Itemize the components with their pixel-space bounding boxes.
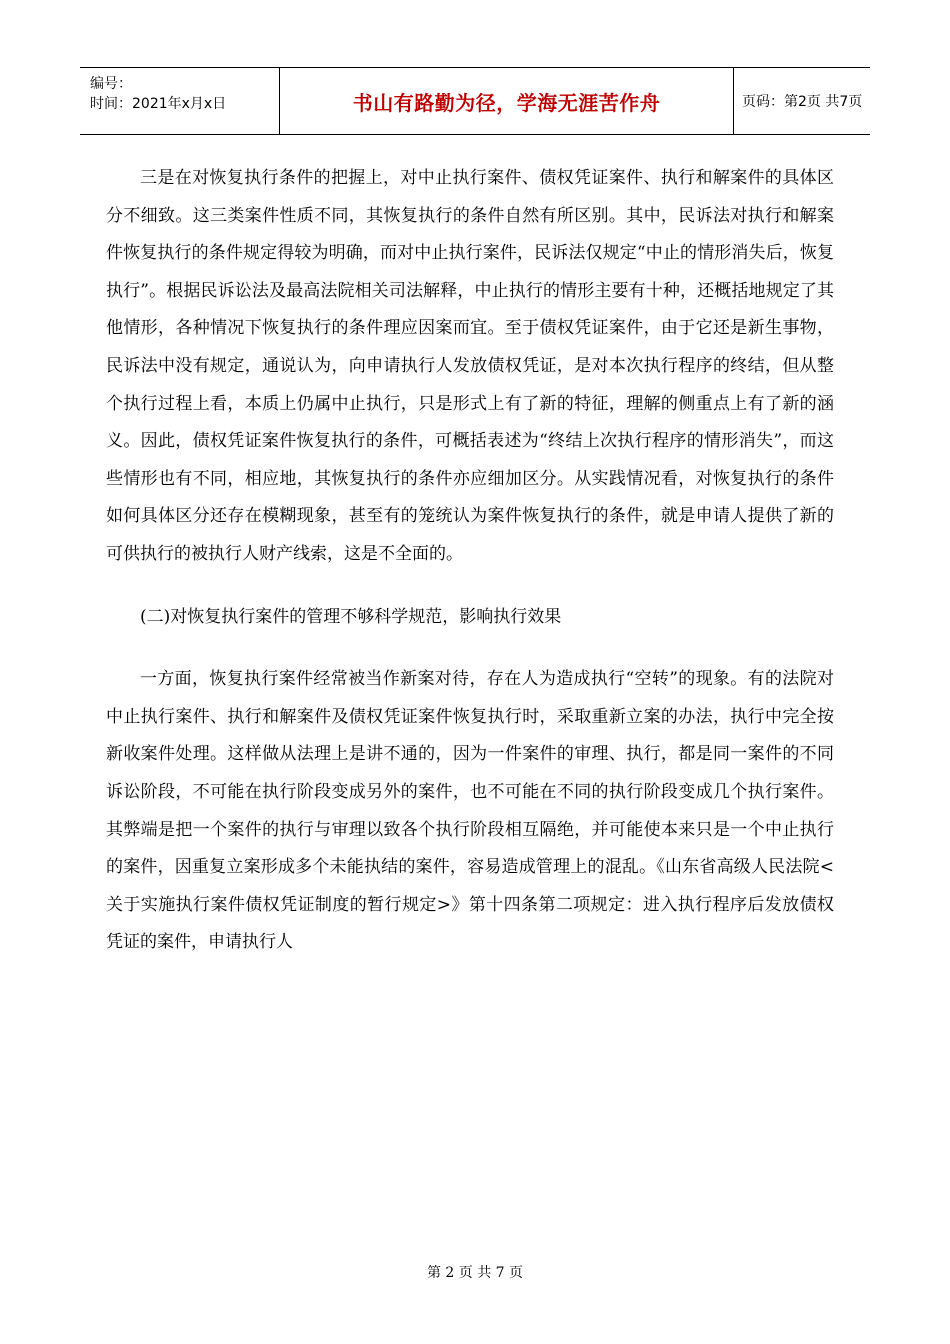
paragraph-recovery-conditions: 三是在对恢复执行条件的把握上，对中止执行案件、债权凭证案件、执行和解案件的具体区分不细致。这三类案件性质不同，其恢复执行的条件自然有所区别。其中，民诉法对执行和解案件恢复执行的条件规定得较为明确，而对中止执行案件，民诉法仅规定“中止的情形消失后，恢复执行”。根据民诉讼法及最高法院相关司法解释，中止执行的情形主要有十种，还概括地规定了其他情形，各种情况下恢复执行的条件理应因案而宜。至于债权凭证案件，由于它还是新生事物，民诉法中没有规定，通说认为，向申请执行人发放债权凭证，是对本次执行程序的终结，但从整个执行过程上看，本质上仍属中止执行，只是形式上有了新的特征，理解的侧重点上有了新的涵义。因此，债权凭证案件恢复执行的条件，可概括表述为“终结上次执行程序的情形消失”，而这些情形也有不同，相应地，其恢复执行的条件亦应细加区分。从实践情况看，对恢复执行的条件如何具体区分还存在模糊现象，甚至有的笼统认为案件恢复执行的条件，就是申请人提供了新的可供执行的被执行人财产线索，这是不全面的。	[106, 168, 834, 564]
header-page-code: 页码：第2页 共7页	[742, 94, 863, 110]
paragraph-new-case-treatment: 一方面，恢复执行案件经常被当作新案对待，存在人为造成执行“空转”的现象。有的法院对中止执行案件、执行和解案件及债权凭证案件恢复执行时，采取重新立案的办法，执行中完全按新收案件处理。这样做从法理上是讲不通的，因为一件案件的审理、执行，都是同一案件的不同诉讼阶段，不可能在执行阶段变成另外的案件，也不可能在不同的执行阶段变成几个执行案件。其弊端是把一个案件的执行与审理以致各个执行阶段相互隔绝，并可能使本来只是一个中止执行的案件，因重复立案形成多个未能执结的案件，容易造成管理上的混乱。《山东省高级人民法院<关于实施执行案件债权凭证制度的暂行规定>》第十四条第二项规定：进入执行程序后发放债权凭证的案件，申请执行人	[106, 669, 834, 953]
page-header	[80, 67, 870, 135]
document-time-label: 时间：2021年x月x日	[90, 96, 227, 112]
header-meta-cell	[80, 68, 280, 134]
header-motto: 书山有路勤为径，学海无涯苦作舟	[352, 90, 661, 115]
document-number-label: 编号：	[90, 76, 132, 92]
header-motto-cell	[280, 68, 734, 134]
page-footer: 第 2 页 共 7 页	[426, 1265, 524, 1281]
document-body	[106, 160, 834, 962]
header-page-code-cell	[734, 68, 870, 134]
section-heading-management: (二)对恢复执行案件的管理不够科学规范，影响执行效果	[140, 606, 562, 627]
